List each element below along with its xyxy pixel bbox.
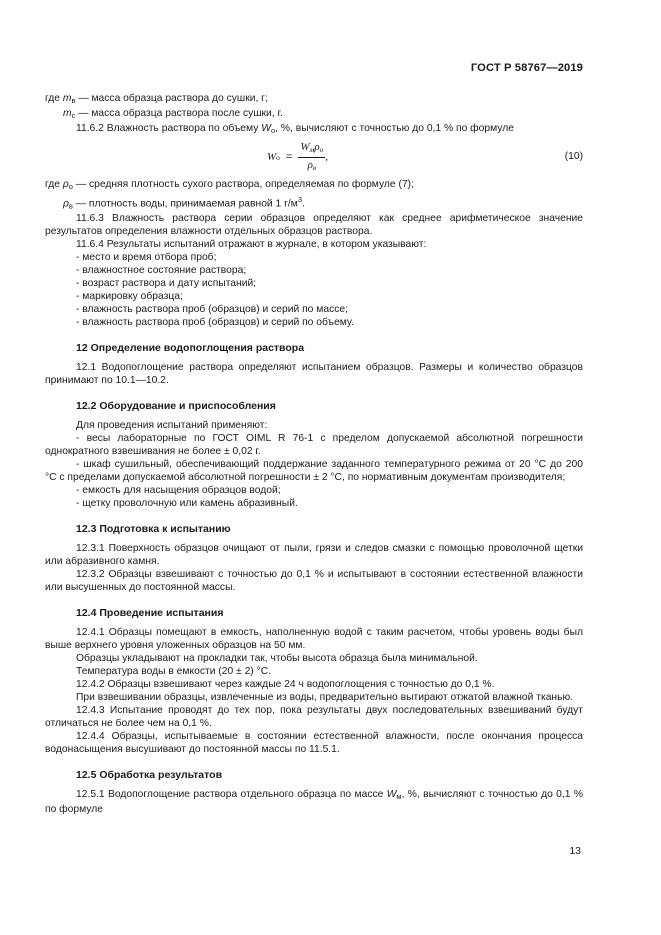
page-content — [45, 92, 583, 816]
paragraph-12-5-1: 12.5.1 Водопоглощение раствора отдельного образца по массе $W_м$, %, вычисляют с точностью до 0,1 % по формуле — [45, 789, 583, 816]
section-heading-12: 12 Определение водопоглощения раствора — [76, 342, 305, 355]
fraction-denominator: $\rho_в$ — [307, 158, 317, 172]
where-line-mc: $m_с$ — масса образца раствора после сушки, г. — [63, 108, 283, 120]
where-line-rho-o: где $\rho_о$ — средняя плотность сухого раствора, определяемая по формуле (7); — [45, 179, 414, 191]
paragraph-12-4-1c: Температура воды в емкости (20 ± 2) °С. — [76, 666, 271, 678]
list-item: - маркировку образца; — [76, 291, 183, 303]
where-line-mv: где $m_в$ — масса образца раствора до сушки, г; — [45, 93, 268, 105]
list-item: - влажностное состояние раствора; — [76, 265, 247, 277]
paragraph-11-6-3: 11.6.3 Влажность раствора серии образцов определяют как среднее арифметическое значение результатов определения влажности отдельных образцов раствора. — [45, 213, 583, 238]
formula-body: W о = $\frac{W_м\rho_о}{\rho_в}$ , — [267, 140, 329, 172]
list-item: - влажность раствора проб (образцов) и серий по объему. — [76, 317, 354, 329]
paragraph-11-6-2: 11.6.2 Влажность раствора по объему $W_о$, %, вычисляют с точностью до 0,1 % по формуле — [76, 123, 514, 135]
paragraph-12-4-1b: Образцы укладывают на прокладки так, чтобы высота образца была минимальной. — [76, 653, 478, 665]
list-item: - влажность раствора проб (образцов) и серий по массе; — [76, 304, 348, 316]
paragraph-12-4-1: 12.4.1 Образцы помещают в емкость, наполненную водой с таким расчетом, чтобы уровень воды был выше верхнего уровня уложенных образцов на 50 мм. — [45, 627, 583, 652]
paragraph-12-1: 12.1 Водопоглощение раствора определяют испытанием образцов. Размеры и количество образцов принимают по 10.1—10.2. — [45, 362, 583, 387]
paragraph-12-4-3: 12.4.3 Испытание проводят до тех пор, пока результаты двух последовательных взвешиваний будут отличаться не более чем на 0,1 %. — [45, 705, 583, 730]
document-id: ГОСТ Р 58767—2019 — [470, 62, 583, 74]
list-item: - щетку проволочную или камень абразивный. — [76, 498, 298, 510]
fraction — [298, 141, 325, 174]
paragraph-12-2-intro: Для проведения испытаний применяют: — [76, 420, 268, 432]
section-heading-12-3: 12.3 Подготовка к испытанию — [76, 523, 231, 536]
list-item: - место и время отбора проб; — [76, 252, 217, 264]
list-item: - весы лабораторные по ГОСТ OIML R 76-1 с пределом допускаемой абсолютной погрешности однократного взвешивания не более ± 0,02 г. — [45, 433, 583, 458]
paragraph-11-6-4: 11.6.4 Результаты испытаний отражают в журнале, в котором указывают: — [76, 239, 427, 251]
paragraph-12-4-4: 12.4.4 Образцы, испытываемые в состоянии естественной влажности, после окончания процесса водонасыщения высушивают до постоянной массы по 11.5.1. — [45, 731, 583, 756]
paragraph-12-4-2b: При взвешивании образцы, извлеченные из воды, предварительно вытирают отжатой влажной тканью. — [76, 692, 574, 704]
section-heading-12-4: 12.4 Проведение испытания — [76, 607, 224, 620]
where-line-rho-v: $\rho_в$ — плотность воды, принимаемая равной 1 $г/м^3$. — [63, 195, 305, 211]
list-item: - емкость для насыщения образцов водой; — [76, 485, 281, 497]
formula-10 — [45, 140, 583, 174]
section-heading-12-5: 12.5 Обработка результатов — [76, 769, 223, 782]
formula-number: (10) — [564, 151, 583, 162]
list-item: - шкаф сушильный, обеспечивающий поддержание заданного температурного режима от 20 °C до 200 °C с пределами допускаемой абсолютной погрешности ± 2 °C, по нормативным документам производителя; — [45, 459, 583, 484]
paragraph-12-4-2: 12.4.2 Образцы взвешивают через каждые 24 ч водопоглощения с точностью до 0,1 %. — [76, 679, 495, 691]
paragraph-12-3-1: 12.3.1 Поверхность образцов очищают от пыли, грязи и следов смазки с помощью проволочной щетки или абразивного камня. — [45, 543, 583, 568]
fraction-numerator: $W_м\rho_о$ — [298, 141, 325, 158]
list-item: - возраст раствора и дату испытаний; — [76, 278, 257, 290]
section-heading-12-2: 12.2 Оборудование и приспособления — [76, 400, 276, 413]
page-number: 13 — [569, 845, 581, 857]
paragraph-12-3-2: 12.3.2 Образцы взвешивают с точностью до 0,1 % и испытывают в состоянии естественной влажности или высушенных до постоянной массы. — [45, 569, 583, 594]
